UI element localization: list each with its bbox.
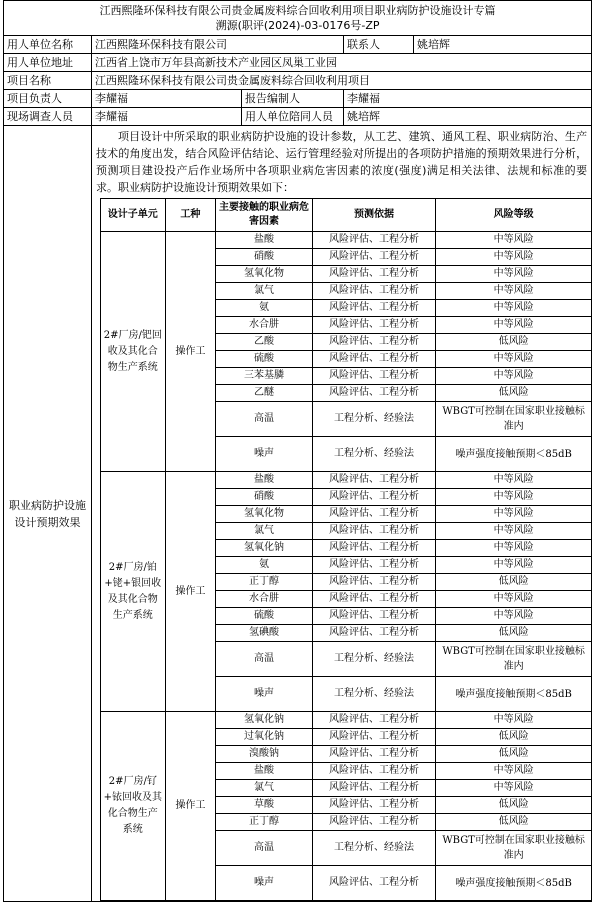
risk-cell: 中等风险: [436, 591, 591, 608]
basis-cell: 风险评估、工程分析: [312, 489, 435, 506]
basis-cell: 风险评估、工程分析: [312, 780, 435, 797]
basis-cell: 风险评估、工程分析: [312, 746, 435, 763]
basis-cell: 风险评估、工程分析: [312, 523, 435, 540]
survey-value: 李耀福: [92, 108, 242, 126]
basis-cell: 风险评估、工程分析: [312, 266, 435, 283]
header-job: 工种: [165, 199, 215, 232]
basis-cell: 风险评估、工程分析: [312, 283, 435, 300]
basis-cell: 风险评估、工程分析: [312, 249, 435, 266]
risk-cell: 噪声强度接触预期＜85dB: [436, 437, 591, 472]
risk-cell: 中等风险: [436, 608, 591, 625]
section-label: 职业病防护设施设计预期效果: [4, 126, 92, 902]
risk-cell: 噪声强度接触预期＜85dB: [436, 866, 591, 901]
risk-cell: 噪声强度接触预期＜85dB: [436, 677, 591, 712]
hazard-cell: 氢氧化钠: [216, 540, 313, 557]
risk-cell: WBGT可控制在国家职业接触标准内: [436, 831, 591, 866]
risk-cell: 中等风险: [436, 780, 591, 797]
effect-content: [92, 126, 592, 902]
risk-cell: 低风险: [436, 814, 591, 831]
risk-cell: 低风险: [436, 625, 591, 642]
risk-cell: 低风险: [436, 385, 591, 402]
info-row-project: [4, 72, 592, 90]
basis-cell: 风险评估、工程分析: [312, 557, 435, 574]
job-cell: 操作工: [165, 232, 215, 472]
hazard-cell: 氢氧化钠: [216, 712, 313, 729]
basis-cell: 风险评估、工程分析: [312, 763, 435, 780]
header-risk: 风险等级: [436, 199, 591, 232]
unit-label: 用人单位名称: [4, 36, 92, 54]
address-value: 江西省上饶市万年县高新技术产业园区凤巢工业园: [92, 54, 592, 72]
project-label: 项目名称: [4, 72, 92, 90]
hazard-cell: 氢氧化物: [216, 266, 313, 283]
leader-value: 李耀福: [92, 90, 242, 108]
basis-cell: 风险评估、工程分析: [312, 608, 435, 625]
basis-cell: 风险评估、工程分析: [312, 317, 435, 334]
basis-cell: 风险评估、工程分析: [312, 540, 435, 557]
hazard-cell: 盐酸: [216, 232, 313, 249]
risk-cell: 中等风险: [436, 763, 591, 780]
basis-cell: 工程分析、经验法: [312, 437, 435, 472]
contact-label: 联系人: [344, 36, 414, 54]
basis-cell: 工程分析、经验法: [312, 642, 435, 677]
effect-row: [101, 712, 592, 729]
report-value: 李耀福: [344, 90, 592, 108]
risk-cell: 中等风险: [436, 557, 591, 574]
risk-cell: 中等风险: [436, 232, 591, 249]
accompany-value: 姚培辉: [344, 108, 592, 126]
report-label: 报告编制人: [242, 90, 344, 108]
risk-cell: 中等风险: [436, 283, 591, 300]
risk-cell: 中等风险: [436, 249, 591, 266]
info-row-leader: [4, 90, 592, 108]
info-row-survey: [4, 108, 592, 126]
hazard-cell: 硝酸: [216, 489, 313, 506]
basis-cell: 风险评估、工程分析: [312, 472, 435, 489]
effect-table: [100, 198, 591, 901]
hazard-cell: 高温: [216, 402, 313, 437]
hazard-cell: 乙醚: [216, 385, 313, 402]
basis-cell: 工程分析、经验法: [312, 831, 435, 866]
basis-cell: 风险评估、工程分析: [312, 506, 435, 523]
header-basis: 预测依据: [312, 199, 435, 232]
basis-cell: 风险评估、工程分析: [312, 368, 435, 385]
effect-section-row: [4, 126, 592, 902]
basis-cell: 风险评估、工程分析: [312, 385, 435, 402]
hazard-cell: 盐酸: [216, 763, 313, 780]
hazard-cell: 氯气: [216, 283, 313, 300]
risk-cell: 中等风险: [436, 506, 591, 523]
risk-cell: 低风险: [436, 334, 591, 351]
hazard-cell: 正丁醇: [216, 574, 313, 591]
effect-table-wrap: [92, 198, 591, 901]
hazard-cell: 盐酸: [216, 472, 313, 489]
hazard-cell: 噪声: [216, 866, 313, 901]
hazard-cell: 水合肼: [216, 591, 313, 608]
risk-cell: 低风险: [436, 574, 591, 591]
basis-cell: 风险评估、工程分析: [312, 814, 435, 831]
hazard-cell: 溴酸钠: [216, 746, 313, 763]
risk-cell: WBGT可控制在国家职业接触标准内: [436, 402, 591, 437]
unit-value: 江西熙隆环保科技有限公司: [92, 36, 344, 54]
contact-value: 姚培辉: [414, 36, 592, 54]
basis-cell: 风险评估、工程分析: [312, 574, 435, 591]
basis-cell: 风险评估、工程分析: [312, 300, 435, 317]
header-hazard: 主要接触的职业病危害因素: [216, 199, 313, 232]
risk-cell: WBGT可控制在国家职业接触标准内: [436, 642, 591, 677]
hazard-cell: 水合肼: [216, 317, 313, 334]
hazard-cell: 氨: [216, 557, 313, 574]
risk-cell: 中等风险: [436, 540, 591, 557]
basis-cell: 风险评估、工程分析: [312, 625, 435, 642]
basis-cell: 风险评估、工程分析: [312, 591, 435, 608]
risk-cell: 低风险: [436, 746, 591, 763]
hazard-cell: 硫酸: [216, 351, 313, 368]
basis-cell: 风险评估、工程分析: [312, 729, 435, 746]
hazard-cell: 氨: [216, 300, 313, 317]
design-unit-cell: 2#厂房/铂+铑+银回收及其化合物生产系统: [101, 472, 166, 712]
basis-cell: 工程分析、经验法: [312, 402, 435, 437]
effect-header-row: [101, 199, 592, 232]
risk-cell: 低风险: [436, 797, 591, 814]
doc-number: 溯源(职评(2024)-03-0176号-ZP: [215, 19, 380, 32]
job-cell: 操作工: [165, 472, 215, 712]
risk-cell: 中等风险: [436, 266, 591, 283]
job-cell: 操作工: [165, 712, 215, 901]
basis-cell: 工程分析、经验法: [312, 677, 435, 712]
project-value: 江西熙隆环保科技有限公司贵金属废料综合回收利用项目: [92, 72, 592, 90]
survey-label: 现场调查人员: [4, 108, 92, 126]
hazard-cell: 正丁醇: [216, 814, 313, 831]
basis-cell: 风险评估、工程分析: [312, 232, 435, 249]
info-row-unit: [4, 36, 592, 54]
hazard-cell: 过氧化钠: [216, 729, 313, 746]
hazard-cell: 硝酸: [216, 249, 313, 266]
hazard-cell: 氯气: [216, 780, 313, 797]
basis-cell: 风险评估、工程分析: [312, 351, 435, 368]
design-unit-cell: 2#厂房/钯回收及其化合物生产系统: [101, 232, 166, 472]
hazard-cell: 氢氧化物: [216, 506, 313, 523]
basis-cell: 风险评估、工程分析: [312, 334, 435, 351]
effect-row: [101, 232, 592, 249]
hazard-cell: 氯气: [216, 523, 313, 540]
risk-cell: 中等风险: [436, 472, 591, 489]
leader-label: 项目负责人: [4, 90, 92, 108]
hazard-cell: 氢碘酸: [216, 625, 313, 642]
risk-cell: 中等风险: [436, 712, 591, 729]
basis-cell: 风险评估、工程分析: [312, 712, 435, 729]
basis-cell: 风险评估、工程分析: [312, 797, 435, 814]
hazard-cell: 噪声: [216, 437, 313, 472]
risk-cell: 中等风险: [436, 317, 591, 334]
header-unit: 设计子单元: [101, 199, 166, 232]
hazard-cell: 三苯基膦: [216, 368, 313, 385]
basis-cell: 风险评估、工程分析: [312, 866, 435, 901]
address-label: 用人单位地址: [4, 54, 92, 72]
risk-cell: 中等风险: [436, 368, 591, 385]
risk-cell: 中等风险: [436, 523, 591, 540]
doc-title: 江西熙隆环保科技有限公司贵金属废料综合回收利用项目职业病防护设施设计专篇: [99, 4, 496, 17]
hazard-cell: 硫酸: [216, 608, 313, 625]
accompany-label: 用人单位陪同人员: [242, 108, 344, 126]
intro-paragraph: 项目设计中所采取的职业病防护设施的设计参数，从工艺、建筑、通风工程、职业病防治、生产技术的角度出发，结合风险评估结论、运行管理经验对所提出的各项防护措施的预期效果进行分析，预测项目建设投产后作业场所中各项职业病危害因素的浓度(强度)满足相关法律、法规和标准的要求。职业病防护设施设计预期效果如下：: [96, 130, 588, 194]
effect-row: [101, 472, 592, 489]
hazard-cell: 高温: [216, 831, 313, 866]
risk-cell: 低风险: [436, 729, 591, 746]
hazard-cell: 乙酸: [216, 334, 313, 351]
hazard-cell: 噪声: [216, 677, 313, 712]
risk-cell: 中等风险: [436, 300, 591, 317]
title-row: [4, 1, 592, 36]
hazard-cell: 草酸: [216, 797, 313, 814]
design-unit-cell: 2#厂房/钌+铱回收及其化合物生产系统: [101, 712, 166, 901]
main-table: [3, 0, 592, 902]
document-page: [3, 0, 591, 902]
info-row-address: [4, 54, 592, 72]
risk-cell: 中等风险: [436, 489, 591, 506]
risk-cell: 中等风险: [436, 351, 591, 368]
hazard-cell: 高温: [216, 642, 313, 677]
